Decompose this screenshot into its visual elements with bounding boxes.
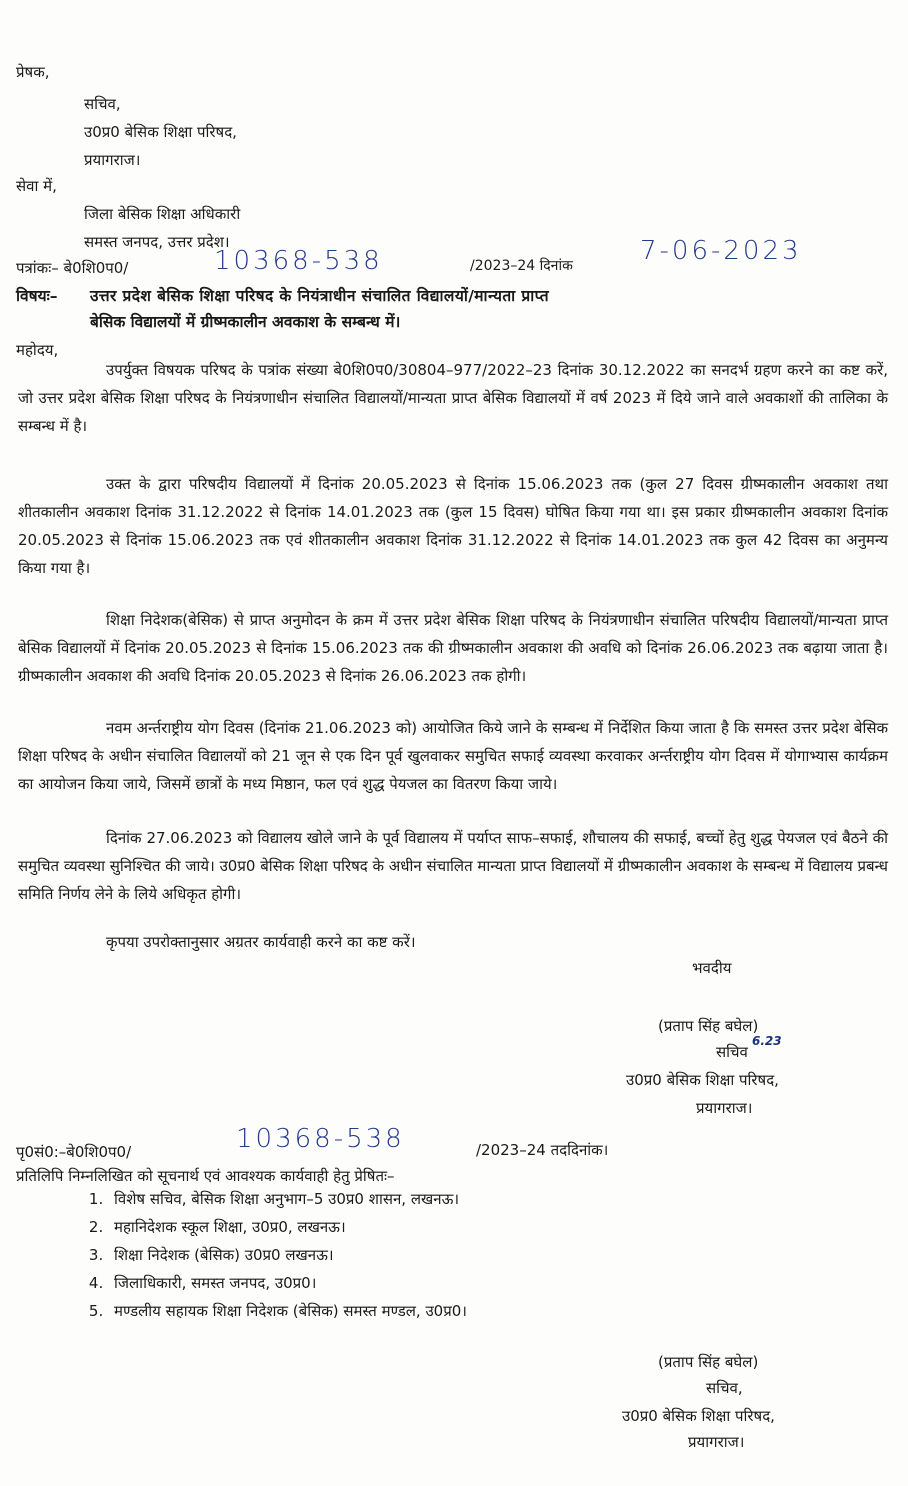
paragraph: उक्त के द्वारा परिषदीय विद्यालयों में दिनांक 20.05.2023 से दिनांक 15.06.2023 तक (कुल 27 दिवस ग्रीष्मकालीन अवकाश तथा शीतकालीन अवकाश दिनांक 31.12.2022 से दिनांक 14.01.2023 तक (कुल 15 दिवस) घोषित किया गया था। इस प्रकार ग्रीष्मकालीन अवकाश दिनांक 20.05.2023 से दिनांक 15.06.2023 तक एवं शीतकालीन अवकाश दिनांक 31.12.2022 से दिनांक 14.01.2023 तक कुल 42 दिवस का अनुमन्य किया गया है। bbox=[18, 475, 888, 577]
to-line: जिला बेसिक शिक्षा अधिकारी bbox=[84, 205, 241, 223]
signatory-designation: सचिव, bbox=[706, 1379, 743, 1397]
paragraph: नवम अर्न्तराष्ट्रीय योग दिवस (दिनांक 21.06.2023 को) आयोजित किये जाने के सम्बन्ध में निर्देशित किया जाता है कि समस्त उत्तर प्रदेश बेसिक शिक्षा परिषद के अधीन संचालित विद्यालयों को 21 जून से एक दिन पूर्व खुलवाकर समुचित सफाई व्यवस्था करवाकर अर्न्तराष्ट्रीय योग दिवस में योगाभ्यास कार्यक्रम का आयोजन किया जाये, जिसमें छात्रों के मध्य मिष्ठान, फल एवं शुद्ध पेयजल का वितरण किया जाये। bbox=[18, 719, 888, 793]
sender-line: सचिव, bbox=[84, 95, 121, 113]
signatory-city: प्रयागराज। bbox=[688, 1433, 745, 1451]
handwritten-date: 7-06-2023 bbox=[640, 236, 802, 266]
paragraph: उपर्युक्त विषयक परिषद के पत्रांक संख्या बे0शि0प0/30804–977/2022–23 दिनांक 30.12.2022 का सनदर्भ ग्रहण करने का कष्ट करें, जो उत्तर प्रदेश बेसिक शिक्षा परिषद के नियंत्रणाधीन संचालित विद्यालयों/मान्यता प्राप्त बेसिक विद्यालयों में वर्ष 2023 में दिये जाने वाले अवकाशों की तालिका के सम्बन्ध में है। bbox=[18, 361, 888, 435]
signatory-city: प्रयागराज। bbox=[696, 1099, 753, 1117]
copy-prefix: पृ0सं0:–बे0शि0प0/ bbox=[16, 1143, 132, 1161]
reference-year: /2023–24 दिनांक bbox=[470, 258, 573, 274]
copy-intro: प्रतिलिपि निम्नलिखित को सूचनार्थ एवं आवश्यक कार्यवाही हेतु प्रेषितः– bbox=[16, 1167, 395, 1185]
copy-recipient-list bbox=[78, 1185, 467, 1325]
to-line: समस्त जनपद, उत्तर प्रदेश। bbox=[84, 233, 230, 251]
signatory-org: उ0प्र0 बेसिक शिक्षा परिषद, bbox=[622, 1407, 775, 1425]
to-label: सेवा में, bbox=[16, 177, 57, 195]
sender-line: प्रयागराज। bbox=[84, 151, 141, 169]
copy-suffix: /2023–24 तददिनांक। bbox=[476, 1141, 609, 1159]
handwritten-letter-number: 10368-538 bbox=[214, 246, 383, 276]
list-item: 3. शिक्षा निदेशक (बेसिक) उ0प्र0 लखनऊ। bbox=[108, 1241, 467, 1269]
paragraph: शिक्षा निदेशक(बेसिक) से प्राप्त अनुमोदन के क्रम में उत्तर प्रदेश बेसिक शिक्षा परिषद के नियंत्रणाधीन संचालित परिषदीय विद्यालयों/मान्यता प्राप्त बेसिक विद्यालयों में दिनांक 20.05.2023 से दिनांक 15.06.2023 तक की ग्रीष्मकालीन अवकाश की अवधि को दिनांक 26.06.2023 तक बढ़ाया जाता है। ग्रीष्मकालीन अवकाश की अवधि दिनांक 20.05.2023 से दिनांक 26.06.2023 तक होगी। bbox=[18, 611, 888, 685]
sender-label: प्रेषक, bbox=[16, 63, 50, 81]
signatory-name: (प्रताप सिंह बघेल) bbox=[658, 1017, 759, 1035]
list-item: 4. जिलाधिकारी, समस्त जनपद, उ0प्र0। bbox=[108, 1269, 467, 1297]
paragraph: दिनांक 27.06.2023 को विद्यालय खोले जाने के पूर्व विद्यालय में पर्याप्त साफ–सफाई, शौचालय की सफाई, बच्चों हेतु शुद्ध पेयजल एवं बैठने की समुचित व्यवस्था सुनिश्चित की जाये। उ0प्र0 बेसिक शिक्षा परिषद के अधीन संचालित मान्यता प्राप्त विद्यालयों में ग्रीष्मकालीन अवकाश के सम्बन्ध में विद्यालय प्रबन्ध समिति निर्णय लेने के लिये अधिकृत होगी। bbox=[18, 829, 888, 903]
signatory-org: उ0प्र0 बेसिक शिक्षा परिषद, bbox=[626, 1071, 779, 1089]
subject-line: बेसिक विद्यालयों में ग्रीष्मकालीन अवकाश के सम्बन्ध में। bbox=[90, 313, 401, 331]
subject-line: उत्तर प्रदेश बेसिक शिक्षा परिषद के नियंत्राधीन संचालित विद्यालयों/मान्यता प्राप्त bbox=[90, 287, 550, 305]
handwritten-copy-number: 10368-538 bbox=[236, 1124, 405, 1154]
closing-request: कृपया उपरोक्तानुसार अग्रतर कार्यवाही करने का कष्ट करें। bbox=[106, 933, 416, 951]
signatory-name: (प्रताप सिंह बघेल) bbox=[658, 1353, 759, 1371]
signatory-designation: सचिव bbox=[716, 1043, 748, 1061]
closing: भवदीय bbox=[692, 959, 732, 977]
handwritten-signature-date: 6.23 bbox=[752, 1034, 782, 1048]
salutation: महोदय, bbox=[16, 341, 59, 359]
list-item: 5. मण्डलीय सहायक शिक्षा निदेशक (बेसिक) समस्त मण्डल, उ0प्र0। bbox=[108, 1297, 467, 1325]
sender-line: उ0प्र0 बेसिक शिक्षा परिषद, bbox=[84, 123, 237, 141]
list-item: 1. विशेष सचिव, बेसिक शिक्षा अनुभाग–5 उ0प्र0 शासन, लखनऊ। bbox=[108, 1185, 467, 1213]
reference-prefix: पत्रांकः– बे0शि0प0/ bbox=[16, 259, 129, 277]
list-item: 2. महानिदेशक स्कूल शिक्षा, उ0प्र0, लखनऊ। bbox=[108, 1213, 467, 1241]
subject-label: विषयः– bbox=[16, 287, 58, 305]
